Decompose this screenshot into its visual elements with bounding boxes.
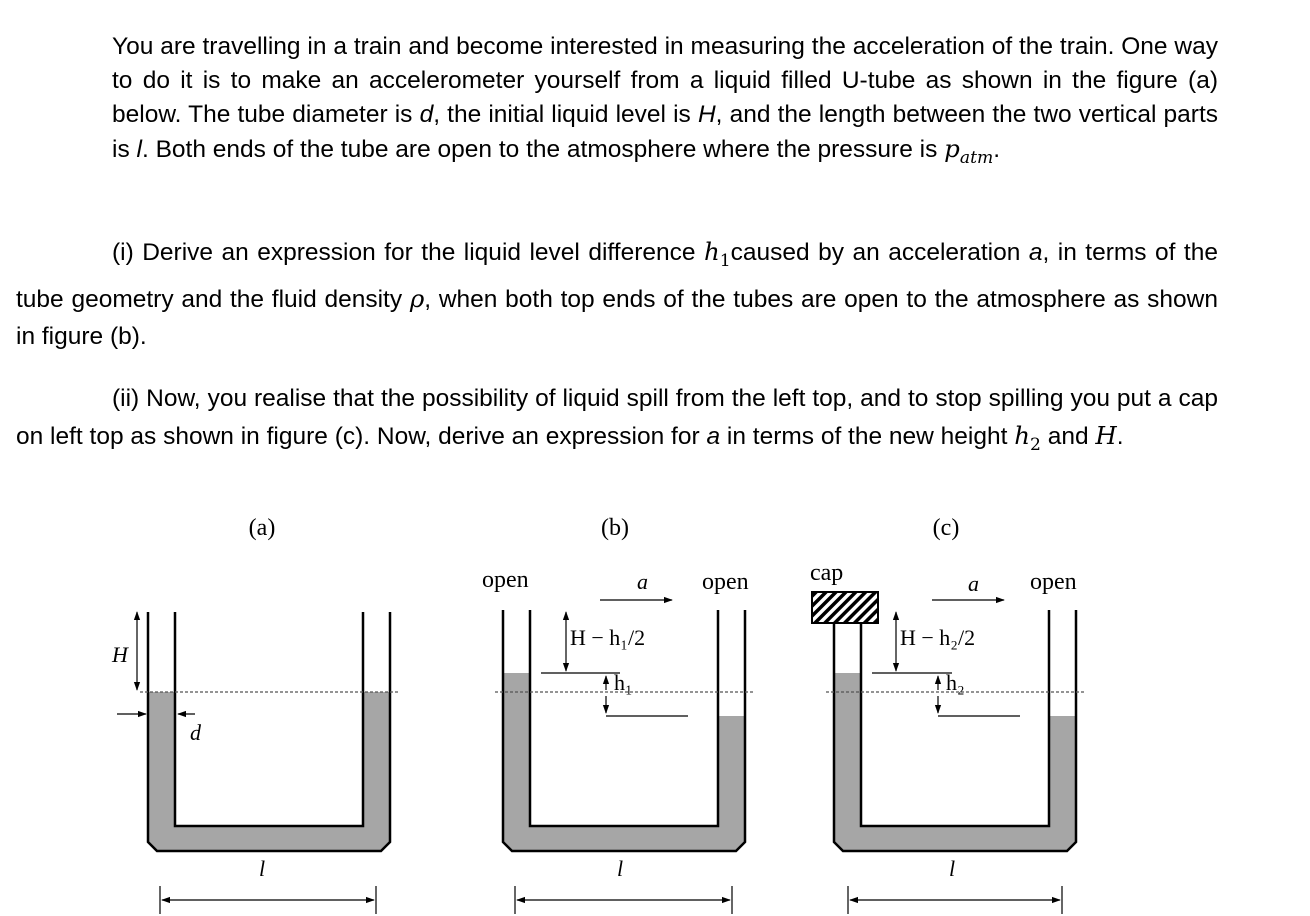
question-i-text-4: , when both top ends of the tubes are open to the atmosphere as shown in figure (b).	[16, 285, 1218, 350]
symbol-H: H	[1095, 421, 1117, 450]
figure-a	[111, 515, 398, 914]
figure-b-caption: (b)	[601, 515, 629, 541]
symbol-h1-subscript: 1	[719, 250, 731, 271]
intro-text-1: You are travelling in a train and become interested in measuring the acceleration of the train. One way to do it is to make an accelerometer yourself from a liquid filled U-tube as shown in the figure (a) below. The tube diameter is	[112, 33, 1218, 128]
figure-c-label-l: l	[948, 856, 956, 881]
symbol-l: l	[136, 136, 142, 163]
symbol-atm-subscript: atm	[959, 147, 994, 168]
symbol-h2-subscript: 2	[1030, 434, 1041, 455]
figure-a-label-H: H	[112, 642, 128, 667]
intro-text-4: . Both ends of the tube are open to the atmosphere where the pressure is	[141, 136, 945, 163]
figure-b	[482, 515, 753, 914]
figure-b-label-l: l	[616, 856, 624, 881]
symbol-p: p	[944, 134, 960, 163]
intro-text-3: , and the length between the two vertical parts is	[112, 101, 1219, 163]
symbol-d: d	[419, 101, 434, 128]
intro-text-5: .	[993, 136, 1001, 163]
figure-c-cap	[812, 592, 878, 623]
figure-c-label-h2: h₂	[946, 670, 965, 695]
question-i-text-3: , in terms of the tube geometry and the fluid density	[16, 239, 1218, 313]
symbol-h2: h	[1014, 421, 1031, 450]
question-ii-text-3: and	[1040, 423, 1096, 450]
symbol-a: a	[706, 423, 721, 450]
figure-a-label-d: d	[190, 720, 201, 745]
figure-c	[810, 515, 1084, 914]
figure-c-label-a: a	[968, 571, 979, 596]
question-i-text-1: (i) Derive an expression for the liquid level difference	[112, 239, 704, 266]
figure-b-liquid	[503, 673, 745, 851]
figure-b-open-right: open	[702, 569, 749, 595]
symbol-a: a	[1028, 239, 1043, 266]
figure-c-open-right: open	[1030, 569, 1077, 595]
figure-a-caption: (a)	[248, 515, 276, 541]
question-ii-paragraph	[16, 380, 1218, 464]
figure-b-label-h1: h₁	[614, 670, 633, 695]
figure-c-caption: (c)	[932, 515, 960, 541]
u-tube-figures	[0, 500, 1310, 916]
intro-text-2: , the initial liquid level is	[433, 101, 698, 128]
question-i-text-2: caused by an acceleration	[730, 239, 1029, 266]
question-ii-text-1: (ii) Now, you realise that the possibility of liquid spill from the left top, and to stop spilling you put a cap on left top as shown in figure (c). Now, derive an expression for	[16, 385, 1218, 450]
figure-c-liquid	[834, 673, 1076, 851]
figure-a-tube-outline	[148, 612, 390, 851]
symbol-h1: h	[703, 237, 720, 266]
figure-a-label-l: l	[258, 856, 266, 881]
symbol-rho: ρ	[409, 283, 425, 313]
figure-b-label-H-minus-h1-half: H − h₁/2	[570, 625, 646, 650]
figure-c-label-H-minus-h2-half: H − h₂/2	[900, 625, 976, 650]
question-i-paragraph	[16, 233, 1218, 355]
intro-paragraph	[112, 30, 1218, 175]
symbol-H: H	[697, 101, 716, 128]
figure-b-open-left: open	[482, 567, 529, 593]
question-ii-text-4: .	[1116, 423, 1124, 450]
question-ii-text-2: in terms of the new height	[720, 423, 1015, 450]
figure-c-cap-label: cap	[810, 560, 844, 586]
figure-b-label-a: a	[637, 569, 648, 594]
